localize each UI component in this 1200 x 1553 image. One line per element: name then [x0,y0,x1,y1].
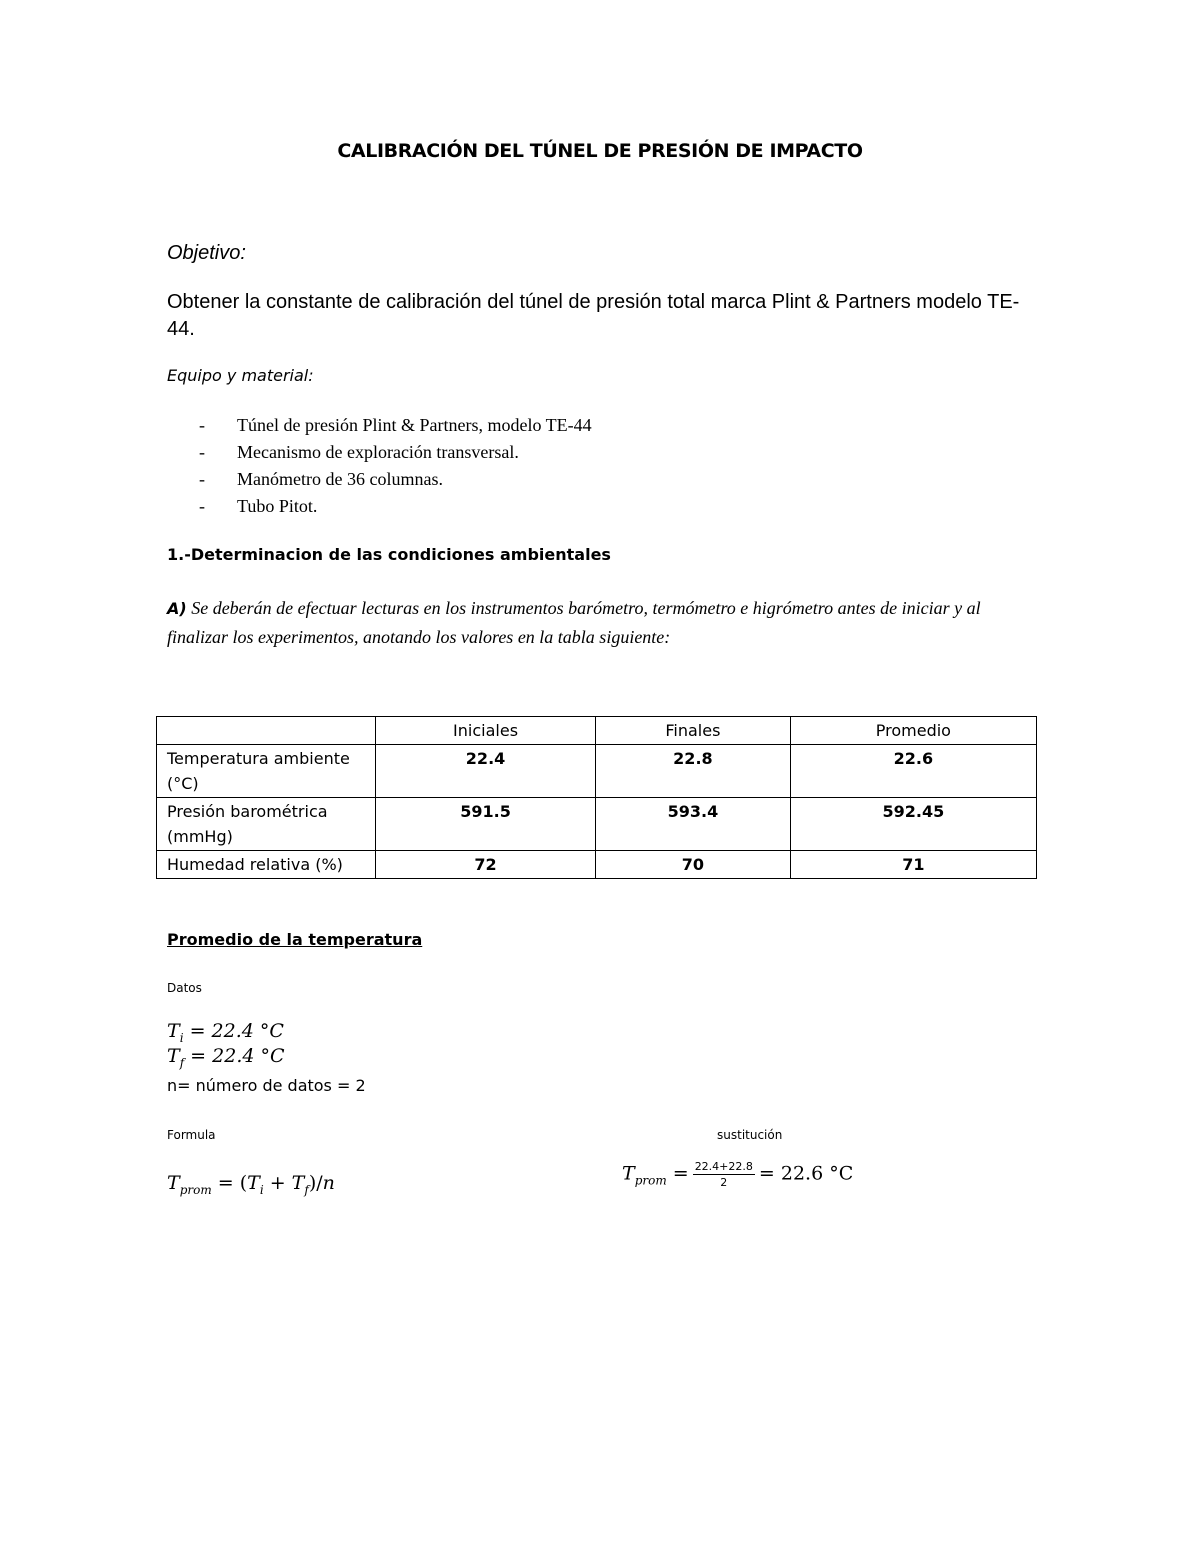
objetivo-heading: Objetivo: [167,242,246,264]
sustitucion-label: sustitución [717,1128,783,1142]
formula-t1-sub: i [259,1182,264,1197]
sust-denominator: 2 [720,1176,728,1189]
sust-result: = 22.6 °C [758,1162,854,1185]
ti-equation [167,1020,284,1045]
sustitucion-equation [622,1160,853,1189]
tf-equation [167,1045,285,1070]
list-bullet: - [199,442,205,462]
list-item [199,412,592,439]
list-item-text: Tubo Pitot. [237,496,318,516]
list-item [199,439,592,466]
list-item [199,493,592,520]
list-bullet: - [199,496,205,516]
formula-label: Formula [167,1128,216,1142]
table-header-cell: Promedio [790,717,1036,745]
sust-lhs: T [622,1162,635,1185]
section-heading-condiciones: 1.-Determinacion de las condiciones ambientales [167,545,611,564]
formula-tail: )/ [308,1172,323,1194]
instruction-paragraph [167,594,1027,651]
row-label: Temperatura ambiente (°C) [157,745,376,798]
sust-numerator: 22.4+22.8 [694,1160,753,1173]
table-cell: 22.4 [376,745,596,798]
table-cell: 71 [790,851,1036,879]
table-cell: 72 [376,851,596,879]
table-row [157,745,1037,798]
table-header-cell: Iniciales [376,717,596,745]
instruction-marker: A) [167,599,187,618]
conditions-table [156,716,1037,879]
row-label: Presión barométrica (mmHg) [157,798,376,851]
row-label: Humedad relativa (%) [157,851,376,879]
equipo-list [199,412,592,520]
tf-symbol: T [167,1045,180,1067]
list-item [199,466,592,493]
table-row [157,798,1037,851]
equipo-heading: Equipo y material: [167,366,314,385]
formula-equation [167,1172,335,1197]
table-cell: 70 [596,851,791,879]
datos-label: Datos [167,981,202,995]
formula-t1: T [247,1172,260,1194]
table-row [157,851,1037,879]
list-item-text: Túnel de presión Plint & Partners, modelo TE-44 [237,415,592,435]
objetivo-text: Obtener la constante de calibración del túnel de presión total marca Plint & Partners modelo TE-44. [167,291,1020,340]
table-cell: 22.8 [596,745,791,798]
formula-lhs: T [167,1172,180,1194]
formula-eq: = ( [211,1172,248,1194]
table-cell: 22.6 [790,745,1036,798]
table-header-row [157,717,1037,745]
document-title: CALIBRACIÓN DEL TÚNEL DE PRESIÓN DE IMPACTO [337,140,863,162]
list-bullet: - [199,469,205,489]
promedio-heading: Promedio de la temperatura [167,930,423,949]
tf-subscript: f [179,1055,185,1070]
formula-plus: + [263,1172,292,1194]
list-item-text: Mecanismo de exploración transversal. [237,442,519,462]
tf-value: = 22.4 °C [184,1045,285,1067]
table-cell: 592.45 [790,798,1036,851]
table-header-cell: Finales [596,717,791,745]
ti-symbol: T [167,1020,180,1042]
ti-value: = 22.4 °C [183,1020,284,1042]
sust-fraction [693,1160,755,1189]
sust-eq: = [666,1162,689,1185]
sust-lhs-sub: prom [634,1173,667,1188]
table-cell: 591.5 [376,798,596,851]
ti-subscript: i [179,1030,184,1045]
formula-t2-sub: f [304,1182,309,1197]
list-item-text: Manómetro de 36 columnas. [237,469,443,489]
formula-n: n [322,1172,335,1194]
n-datos-line: n= número de datos = 2 [167,1076,366,1095]
table-header-cell [157,717,376,745]
list-bullet: - [199,415,205,435]
instruction-text: Se deberán de efectuar lecturas en los instrumentos barómetro, termómetro e higrómetro antes de iniciar y al finalizar los experimentos, anotando los valores en la tabla siguiente: [167,598,981,647]
table-cell: 593.4 [596,798,791,851]
formula-t2: T [291,1172,305,1194]
formula-lhs-sub: prom [179,1182,212,1197]
